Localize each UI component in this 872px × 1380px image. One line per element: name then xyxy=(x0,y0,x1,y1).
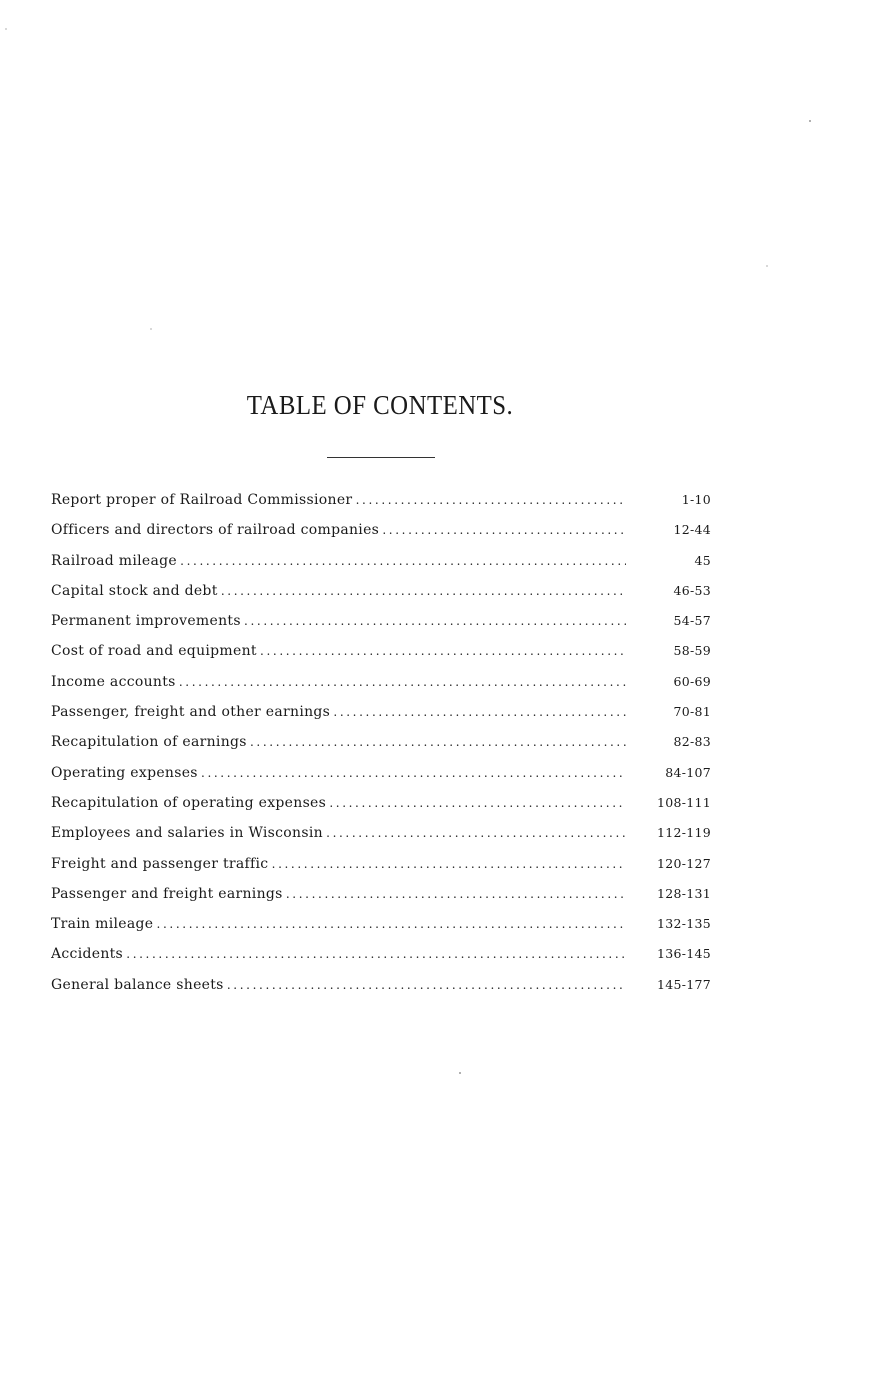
toc-entry-pages: 60-69 xyxy=(673,673,711,689)
toc-entry-pages: 54-57 xyxy=(673,613,711,629)
toc-entry-label: Permanent improvements . . . xyxy=(51,613,626,629)
toc-entry xyxy=(51,765,711,795)
scan-speck xyxy=(5,28,7,30)
toc-entry-label: Employees and salaries in Wisconsin . . . xyxy=(51,825,626,841)
toc-entry-pages: 112-119 xyxy=(656,825,711,841)
toc-entry-label: Train mileage . . . xyxy=(51,916,626,932)
title-divider xyxy=(327,457,435,458)
toc-entry-pages: 12-44 xyxy=(673,522,711,538)
toc-entry-label: Operating expenses . . . xyxy=(51,765,626,781)
toc-entry-label: Officers and directors of railroad companies . . . xyxy=(51,522,626,538)
toc-entry xyxy=(51,825,711,855)
toc-entry-pages: 136-145 xyxy=(656,946,711,962)
page-title: TABLE OF CONTENTS. xyxy=(246,390,514,420)
toc-entry-pages: 1-10 xyxy=(681,492,711,507)
toc-entry-label: Recapitulation of earnings . . . xyxy=(51,734,626,750)
toc-entry xyxy=(51,643,711,673)
toc-entry-pages: 128-131 xyxy=(656,885,711,901)
toc-entry-label: Report proper of Railroad Commissioner . . . xyxy=(51,492,626,508)
toc-entry-label: Income accounts . . . xyxy=(51,674,626,690)
toc-entry-pages: 108-111 xyxy=(656,794,711,810)
toc-entry-label: Passenger, freight and other earnings . . . xyxy=(51,704,626,720)
toc-entry-label: Capital stock and debt . . . xyxy=(51,583,626,599)
toc-entry-pages: 120-127 xyxy=(656,855,711,871)
toc-entry-label: Freight and passenger traffic . . . xyxy=(51,856,626,872)
scan-speck xyxy=(766,265,768,267)
toc-entry-label: Recapitulation of operating expenses . . . xyxy=(51,795,626,811)
toc-entry-pages: 70-81 xyxy=(673,704,711,720)
toc-entry xyxy=(51,856,711,886)
toc-entry xyxy=(51,977,711,1007)
toc-entry-pages: 58-59 xyxy=(673,643,711,659)
toc-entry-pages: 82-83 xyxy=(673,734,711,750)
toc-entry-pages: 145-177 xyxy=(656,976,711,992)
toc-entry-label: Railroad mileage . . . xyxy=(51,553,626,569)
toc-entry-label: Accidents . . . xyxy=(51,946,626,962)
scan-speck xyxy=(150,328,152,330)
toc-entry xyxy=(51,613,711,643)
toc-entry xyxy=(51,522,711,552)
toc-entry-pages: 84-107 xyxy=(665,764,711,780)
toc-entry xyxy=(51,916,711,946)
toc-entry xyxy=(51,492,711,522)
toc-entry-pages: 45 xyxy=(694,552,711,568)
toc-entry xyxy=(51,946,711,976)
toc-entry xyxy=(51,795,711,825)
toc-entry-pages: 132-135 xyxy=(656,916,711,932)
toc-entry-label: Passenger and freight earnings . . . xyxy=(51,886,626,902)
toc-entry xyxy=(51,704,711,734)
toc-entry xyxy=(51,583,711,613)
scan-speck xyxy=(809,120,811,122)
toc-entry xyxy=(51,553,711,583)
toc-entry-label: General balance sheets . . . xyxy=(51,977,626,993)
toc-entry-pages: 46-53 xyxy=(673,582,711,598)
toc-entry xyxy=(51,886,711,916)
table-of-contents xyxy=(51,492,711,1007)
toc-entry xyxy=(51,674,711,704)
toc-entry-label: Cost of road and equipment . . . xyxy=(51,643,626,659)
scan-speck xyxy=(459,1072,461,1074)
toc-entry xyxy=(51,734,711,764)
